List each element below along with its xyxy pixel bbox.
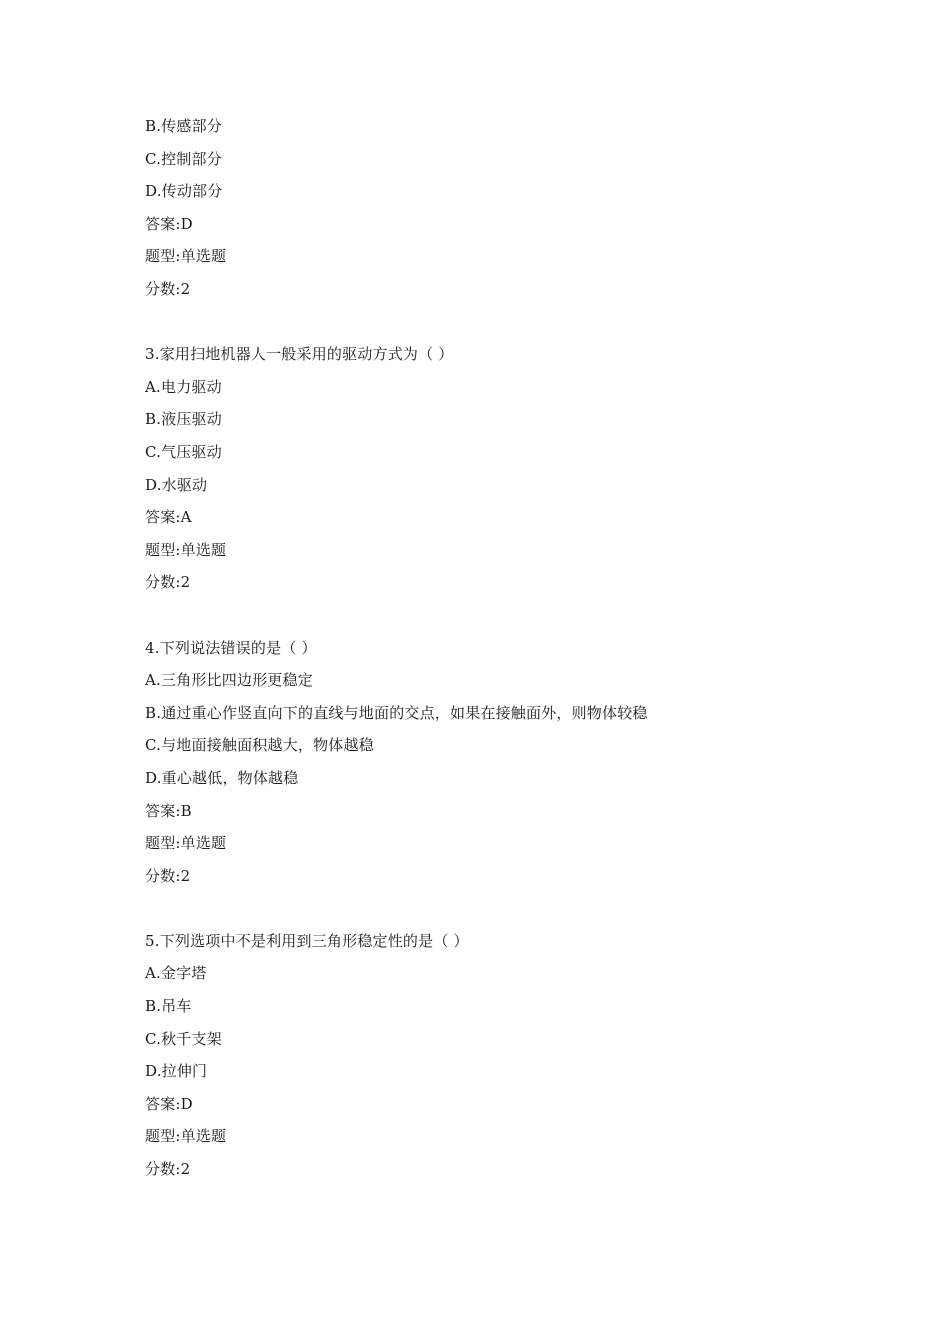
q3-option-a: A.电力驱动 <box>145 378 222 396</box>
q2-type: 题型:单选题 <box>145 247 227 265</box>
q5-answer: 答案:D <box>145 1095 193 1113</box>
q4-option-b: B.通过重心作竖直向下的直线与地面的交点，如果在接触面外，则物体较稳 <box>145 704 648 722</box>
q2-option-b: B.传感部分 <box>145 117 222 135</box>
q3-option-c: C.气压驱动 <box>145 443 222 461</box>
q5-question: 5.下列选项中不是利用到三角形稳定性的是（ ） <box>145 932 469 950</box>
q4-option-c: C.与地面接触面积越大，物体越稳 <box>145 736 374 754</box>
q4-option-d: D.重心越低，物体越稳 <box>145 769 299 787</box>
q5-option-a: A.金字塔 <box>145 964 207 982</box>
q5-score: 分数:2 <box>145 1160 191 1178</box>
q3-answer: 答案:A <box>145 508 192 526</box>
q2-answer: 答案:D <box>145 215 193 233</box>
q3-option-d: D.水驱动 <box>145 476 208 494</box>
q3-type: 题型:单选题 <box>145 541 227 559</box>
q5-option-b: B.吊车 <box>145 997 192 1015</box>
q4-type: 题型:单选题 <box>145 834 227 852</box>
q4-option-a: A.三角形比四边形更稳定 <box>145 671 314 689</box>
q5-option-c: C.秋千支架 <box>145 1030 222 1048</box>
q2-option-c: C.控制部分 <box>145 150 222 168</box>
q5-type: 题型:单选题 <box>145 1127 227 1145</box>
q2-score: 分数:2 <box>145 280 191 298</box>
q3-question: 3.家用扫地机器人一般采用的驱动方式为（ ） <box>145 345 454 363</box>
q3-score: 分数:2 <box>145 573 191 591</box>
q5-option-d: D.拉伸门 <box>145 1062 208 1080</box>
q4-score: 分数:2 <box>145 867 191 885</box>
q4-question: 4.下列说法错误的是（ ） <box>145 639 317 657</box>
q4-answer: 答案:B <box>145 802 192 820</box>
q2-option-d: D.传动部分 <box>145 182 223 200</box>
q3-option-b: B.液压驱动 <box>145 410 222 428</box>
